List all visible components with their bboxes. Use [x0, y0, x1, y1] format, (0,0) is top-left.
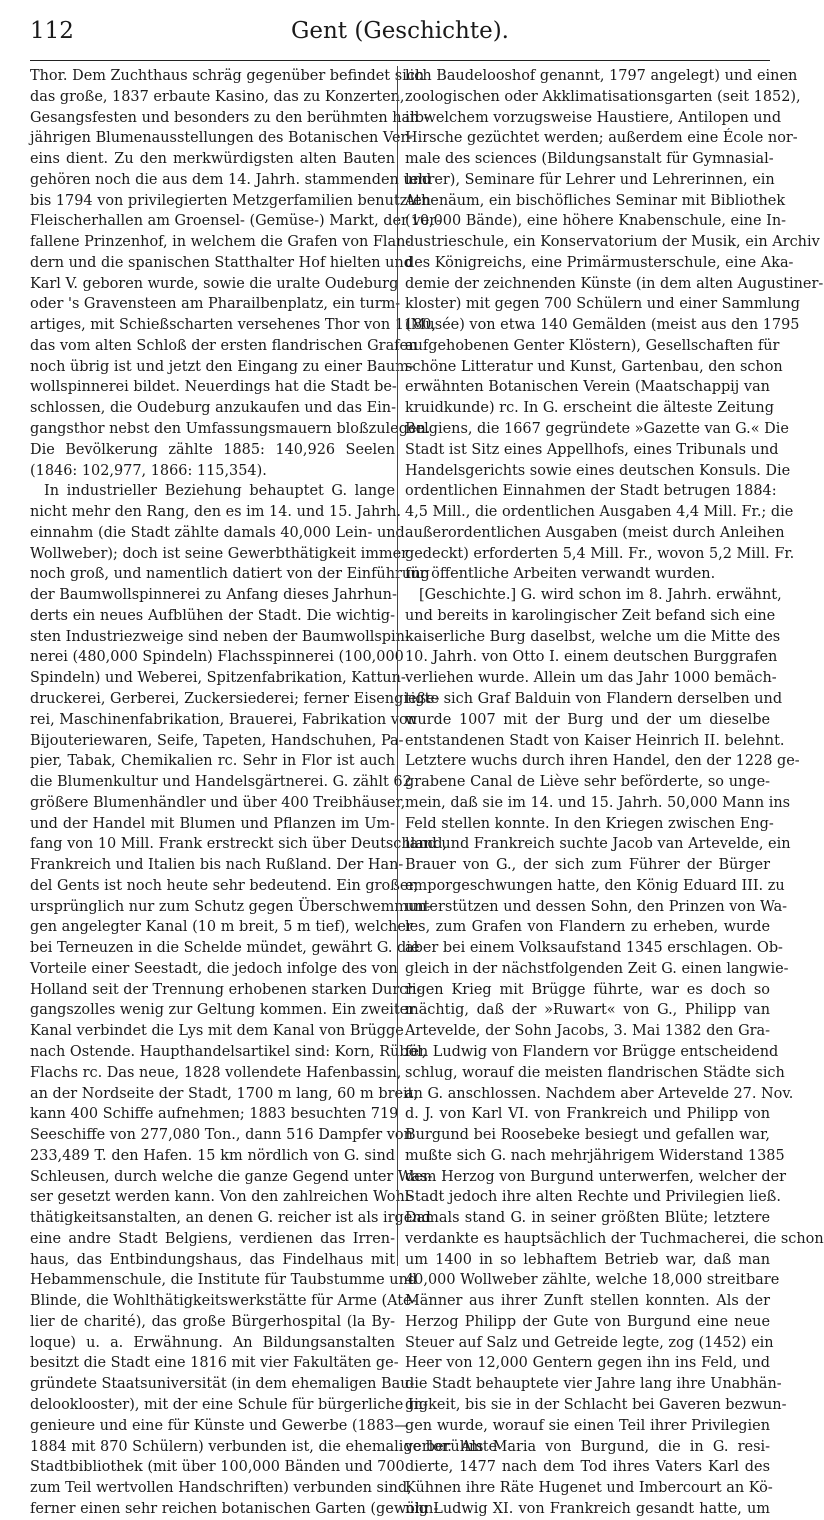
- text-line: Letztere wuchs durch ihren Handel, den der 1228 ge-: [405, 753, 800, 770]
- text-line: der Baumwollspinnerei zu Anfang dieses Jahrhun-: [30, 587, 397, 604]
- text-line: zoologischen oder Akklimatisationsgarten (seit 1852),: [405, 88, 801, 105]
- text-line: tigte sich Graf Balduin von Flandern derselben und: [405, 690, 783, 707]
- text-line: verliehen wurde. Allein um das Jahr 1000 bemäch-: [405, 670, 777, 687]
- text-line: einnahm (die Stadt zählte damals 40,000 Lein- und: [30, 524, 405, 541]
- text-line: aufgehobenen Genter Klöstern), Gesellschaften für: [405, 337, 780, 354]
- text-line: eins dient. Zu den merkwürdigsten alten Bauten: [30, 151, 395, 168]
- text-line: gen angelegter Kanal (10 m breit, 5 m tief), welcher: [30, 919, 413, 936]
- text-line: Heer von 12,000 Gentern gegen ihn ins Feld, und: [405, 1355, 770, 1372]
- text-line: fen Ludwig von Flandern vor Brügge entscheidend: [405, 1043, 779, 1060]
- text-line: les, zum Grafen von Flandern zu erheben, wurde: [405, 919, 770, 936]
- text-line: rigen Krieg mit Brügge führte, war es doch so: [405, 981, 770, 998]
- text-line: lehrer), Seminare für Lehrer und Lehrerinnen, ein: [405, 171, 775, 188]
- text-line: demie der zeichnenden Künste (in dem alten Augustiner-: [405, 275, 824, 292]
- text-line: In industrieller Beziehung behauptet G. lange: [44, 483, 395, 500]
- text-line: (Musée) von etwa 140 Gemälden (meist aus den 1795: [405, 317, 800, 334]
- text-line: kann 400 Schiffe aufnehmen; 1883 besuchten 719: [30, 1106, 399, 1123]
- text-line: die Stadt behauptete vier Jahre lang ihre Unabhän-: [405, 1376, 782, 1393]
- text-line: Herzog Philipp der Gute von Burgund eine neue: [405, 1313, 770, 1330]
- text-line: besitzt die Stadt eine 1816 mit vier Fakultäten ge-: [30, 1355, 399, 1372]
- text-line: gen wurde, worauf sie einen Teil ihrer Privilegien: [405, 1417, 770, 1434]
- text-line: grabene Canal de Liève sehr beförderte, so unge-: [405, 774, 770, 791]
- text-line: fang von 10 Mill. Frank erstreckt sich über Deutschland,: [30, 836, 448, 853]
- text-line: und der Handel mit Blumen und Pflanzen im Um-: [30, 815, 395, 832]
- text-line: dierte, 1477 nach dem Tod ihres Vaters Karl des: [405, 1459, 770, 1476]
- text-line: ferner einen sehr reichen botanischen Garten (gewöhn-: [30, 1500, 439, 1517]
- text-line: Damals stand G. in seiner größten Blüte; letztere: [405, 1210, 770, 1227]
- text-line: Brauer von G., der sich zum Führer der Bürger: [405, 857, 770, 874]
- text-line: gründete Staatsuniversität (in dem ehemaligen Bau-: [30, 1376, 415, 1393]
- text-line: schlossen, die Oudeburg anzukaufen und das Ein-: [30, 400, 396, 417]
- text-line: wurde 1007 mit der Burg und der um dieselbe: [405, 711, 770, 728]
- text-line: male des sciences (Bildungsanstalt für Gymnasial-: [405, 151, 774, 168]
- text-line: das große, 1837 erbaute Kasino, das zu Konzerten,: [30, 88, 405, 105]
- text-line: dem Herzog von Burgund unterwerfen, welcher der: [405, 1168, 787, 1185]
- text-line: 4,5 Mill., die ordentlichen Ausgaben 4,4 Mill. Fr.; die: [405, 504, 794, 521]
- text-line: Burgund bei Roosebeke besiegt und gefallen war,: [405, 1127, 770, 1144]
- text-line: Athenäum, ein bischöfliches Seminar mit Bibliothek: [405, 192, 786, 209]
- text-line: zum Teil wertvollen Handschriften) verbunden sind;: [30, 1480, 412, 1497]
- text-line: nig Ludwig XI. von Frankreich gesandt hatte, um: [405, 1500, 770, 1517]
- text-line: land und Frankreich suchte Jacob van Artevelde, ein: [405, 836, 791, 853]
- text-line: Die Bevölkerung zählte 1885: 140,926 Seelen: [30, 441, 395, 458]
- text-line: oder 's Gravensteen am Pharailbenplatz, ein turm-: [30, 296, 401, 313]
- text-line: Karl V. geboren wurde, sowie die uralte Oudeburg: [30, 275, 399, 292]
- text-line: nach Ostende. Haupthandelsartikel sind: Korn, Rüböl,: [30, 1043, 427, 1060]
- text-line: Stadt jedoch ihre alten Rechte und Privilegien ließ.: [405, 1189, 781, 1206]
- left-column: [30, 66, 498, 1520]
- text-line: kloster) mit gegen 700 Schülern und einer Sammlung: [405, 296, 801, 313]
- text-line: für öffentliche Arbeiten verwandt wurden.: [405, 566, 716, 583]
- text-line: Schleusen, durch welche die ganze Gegend unter Was-: [30, 1168, 433, 1185]
- text-line: an der Nordseite der Stadt, 1700 m lang, 60 m breit,: [30, 1085, 419, 1102]
- text-line: gangszolles wenig zur Geltung kommen. Ein zweiter: [30, 1002, 416, 1019]
- running-title: Gent (Geschichte).: [291, 18, 509, 44]
- text-line: Kühnen ihre Räte Hugenet und Imbercourt an Kö-: [405, 1480, 773, 1497]
- text-line: 233,489 T. den Hafen. 15 km nördlich von G. sind: [30, 1147, 395, 1164]
- text-line: derts ein neues Aufblühen der Stadt. Die wichtig-: [30, 607, 395, 624]
- text-line: aber bei einem Volksaufstand 1345 erschlagen. Ob-: [405, 940, 783, 957]
- text-line: kruidkunde) rc. In G. erscheint die älteste Zeitung: [405, 400, 774, 417]
- text-line: mein, daß sie im 14. und 15. Jahrh. 50,000 Mann ins: [405, 794, 791, 811]
- text-line: verdankte es hauptsächlich der Tuchmacherei, die schon: [405, 1230, 824, 1247]
- text-line: 10. Jahrh. von Otto I. einem deutschen Burggrafen: [405, 649, 778, 666]
- text-line: emporgeschwungen hatte, den König Eduard III. zu: [405, 877, 785, 894]
- text-line: Wollweber); doch ist seine Gewerbthätigkeit immer: [30, 545, 409, 562]
- text-line: genieure und eine für Künste und Gewerbe (1883—: [30, 1417, 409, 1434]
- text-line: Frankreich und Italien bis nach Rußland. Der Han-: [30, 857, 404, 874]
- text-line: schöne Litteratur und Kunst, Gartenbau, den schon: [405, 358, 783, 375]
- text-line: noch übrig ist und jetzt den Eingang zu einer Baum-: [30, 358, 414, 375]
- text-line: gehören noch die aus dem 14. Jahrh. stammenden und: [30, 171, 432, 188]
- text-line: gleich in der nächstfolgenden Zeit G. einen langwie-: [405, 960, 789, 977]
- text-line: lier de charité), das große Bürgerhospital (la By-: [30, 1313, 395, 1330]
- text-line: artiges, mit Schießscharten versehenes Thor von 1180,: [30, 317, 437, 334]
- text-line: (10,000 Bände), eine höhere Knabenschule, eine In-: [405, 213, 786, 230]
- text-line: bei Terneuzen in die Schelde mündet, gewährt G. die: [30, 940, 420, 957]
- text-line: Gesangsfesten und besonders zu den berühmten halb-: [30, 109, 429, 126]
- text-line: loque) u. a. Erwähnung. An Bildungsanstalten: [30, 1334, 395, 1351]
- text-line: in welchem vorzugsweise Haustiere, Antilopen und: [405, 109, 782, 126]
- text-line: druckerei, Gerberei, Zuckersiederei; ferner Eisengieße-: [30, 690, 440, 707]
- text-line: del Gents ist noch heute sehr bedeutend. Ein großer,: [30, 877, 419, 894]
- text-line: mußte sich G. nach mehrjährigem Widerstand 1385: [405, 1147, 785, 1164]
- text-line: gangsthor nebst den Umfassungsmauern bloßzulegen.: [30, 421, 431, 438]
- text-line: Belgiens, die 1667 gegründete »Gazette van G.« Die: [405, 421, 789, 438]
- text-line: noch groß, und namentlich datiert von der Einführung: [30, 566, 430, 583]
- text-line: des Königreichs, eine Primärmusterschule, eine Aka-: [405, 254, 794, 271]
- text-line: bis 1794 von privilegierten Metzgerfamilien benutzten: [30, 192, 431, 209]
- text-line: ursprünglich nur zum Schutz gegen Überschwemmun-: [30, 898, 432, 915]
- text-line: lich Baudelooshof genannt, 1797 angelegt) und einen: [405, 68, 798, 84]
- column-divider: [397, 66, 398, 1266]
- text-line: gedeckt) erforderten 5,4 Mill. Fr., wovon 5,2 Mill. Fr.: [405, 545, 795, 562]
- text-line: Kanal verbindet die Lys mit dem Kanal von Brügge: [30, 1023, 404, 1040]
- text-line: dustrieschule, ein Konservatorium der Musik, ein Archiv: [405, 234, 820, 251]
- text-line: Hirsche gezüchtet werden; außerdem eine École nor-: [405, 130, 798, 147]
- text-line: d. J. von Karl VI. von Frankreich und Philipp von: [405, 1106, 770, 1123]
- text-line: dern und die spanischen Statthalter Hof hielten und: [30, 254, 414, 271]
- text-line: gigkeit, bis sie in der Schlacht bei Gaveren bezwun-: [405, 1397, 787, 1413]
- text-line: Artevelde, der Sohn Jacobs, 3. Mai 1382 den Gra-: [405, 1023, 770, 1040]
- text-line: fallene Prinzenhof, in welchem die Grafen von Flan-: [30, 234, 411, 251]
- text-line: Handelsgerichts sowie eines deutschen Konsuls. Die: [405, 462, 791, 479]
- text-line: um 1400 in so lebhaftem Betrieb war, daß man: [405, 1251, 770, 1268]
- text-line: Spindeln) und Weberei, Spitzenfabrikation, Kattun-: [30, 670, 406, 687]
- text-line: [Geschichte.] G. wird schon im 8. Jahrh. erwähnt,: [419, 587, 782, 604]
- text-line: Stadt ist Sitz eines Appellhofs, eines Tribunals und: [405, 441, 779, 458]
- text-line: nicht mehr den Rang, den es im 14. und 15. Jahrh.: [30, 504, 402, 521]
- text-line: Stadtbibliothek (mit über 100,000 Bänden und 700: [30, 1459, 405, 1476]
- text-line: die Blumenkultur und Handelsgärtnerei. G. zählt 62: [30, 774, 412, 791]
- text-line: an G. anschlossen. Nachdem aber Artevelde 27. Nov.: [405, 1085, 794, 1102]
- text-line: pier, Tabak, Chemikalien rc. Sehr in Flor ist auch: [30, 753, 395, 770]
- text-line: 1884 mit 870 Schülern) verbunden ist, die ehemalige berühmte: [30, 1438, 498, 1455]
- text-line: Blinde, die Wohlthätigkeitswerkstätte für Arme (Ate-: [30, 1293, 417, 1310]
- text-line: eine andre Stadt Belgiens, verdienen das Irren-: [30, 1230, 395, 1247]
- text-line: verlor. Als Maria von Burgund, die in G. resi-: [405, 1438, 770, 1455]
- text-line: rei, Maschinenfabrikation, Brauerei, Fabrikation von: [30, 711, 417, 728]
- text-line: größere Blumenhändler und über 400 Treibhäuser,: [30, 794, 406, 811]
- text-line: außerordentlichen Ausgaben (meist durch Anleihen: [405, 524, 785, 541]
- text-line: entstandenen Stadt von Kaiser Heinrich II. belehnt.: [405, 732, 785, 749]
- text-line: schlug, worauf die meisten flandrischen Städte sich: [405, 1064, 785, 1081]
- text-line: mächtig, daß der »Ruwart« von G., Philipp van: [405, 1002, 770, 1019]
- text-line: Holland seit der Trennung erhobenen starken Durch-: [30, 981, 422, 998]
- text-line: Vorteile einer Seestadt, die jedoch infolge des von: [30, 960, 398, 977]
- text-line: erwähnten Botanischen Verein (Maatschappij van: [405, 379, 770, 396]
- text-line: 40,000 Wollweber zählte, welche 18,000 streitbare: [405, 1272, 780, 1289]
- text-line: Flachs rc. Das neue, 1828 vollendete Hafenbassin,: [30, 1064, 402, 1081]
- text-line: Steuer auf Salz und Getreide legte, zog (1452) ein: [405, 1334, 774, 1351]
- text-line: Bijouteriewaren, Seife, Tapeten, Handschuhen, Pa-: [30, 732, 404, 749]
- text-line: (1846: 102,977, 1866: 115,354).: [30, 462, 267, 479]
- text-line: ordentlichen Einnahmen der Stadt betrugen 1884:: [405, 483, 777, 500]
- text-line: haus, das Entbindungshaus, das Findelhaus mit: [30, 1251, 395, 1268]
- text-line: sten Industriezweige sind neben der Baumwollspin-: [30, 628, 410, 645]
- text-line: Männer aus ihrer Zunft stellen konnten. Als der: [405, 1293, 770, 1310]
- text-line: das vom alten Schloß der ersten flandrischen Grafen: [30, 337, 418, 354]
- text-line: wollspinnerei bildet. Neuerdings hat die Stadt be-: [30, 379, 397, 396]
- text-line: kaiserliche Burg daselbst, welche um die Mitte des: [405, 628, 781, 645]
- text-line: unterstützen und dessen Sohn, den Prinzen von Wa-: [405, 898, 788, 915]
- text-line: Thor. Dem Zuchthaus schräg gegenüber befindet sich: [30, 68, 425, 84]
- page-header: [30, 18, 770, 54]
- page-number: 112: [30, 18, 74, 44]
- header-rule: [30, 60, 770, 61]
- text-line: Hebammenschule, die Institute für Taubstumme und: [30, 1272, 418, 1289]
- text-line: Fleischerhallen am Groensel- (Gemüse-) Markt, der ver-: [30, 213, 442, 230]
- text-line: ser gesetzt werden kann. Von den zahlreichen Wohl-: [30, 1189, 415, 1206]
- text-line: Seeschiffe von 277,080 Ton., dann 516 Dampfer von: [30, 1127, 413, 1144]
- text-line: nerei (480,000 Spindeln) Flachsspinnerei (100,000: [30, 649, 404, 666]
- right-column: [405, 66, 824, 1520]
- text-line: jährigen Blumenausstellungen des Botanischen Ver-: [30, 130, 413, 147]
- text-line: und bereits in karolingischer Zeit befand sich eine: [405, 607, 776, 624]
- text-line: thätigkeitsanstalten, an denen G. reicher ist als irgend: [30, 1210, 431, 1227]
- text-line: Feld stellen konnte. In den Kriegen zwischen Eng-: [405, 815, 774, 832]
- text-line: delooklooster), mit der eine Schule für bürgerliche In-: [30, 1397, 428, 1413]
